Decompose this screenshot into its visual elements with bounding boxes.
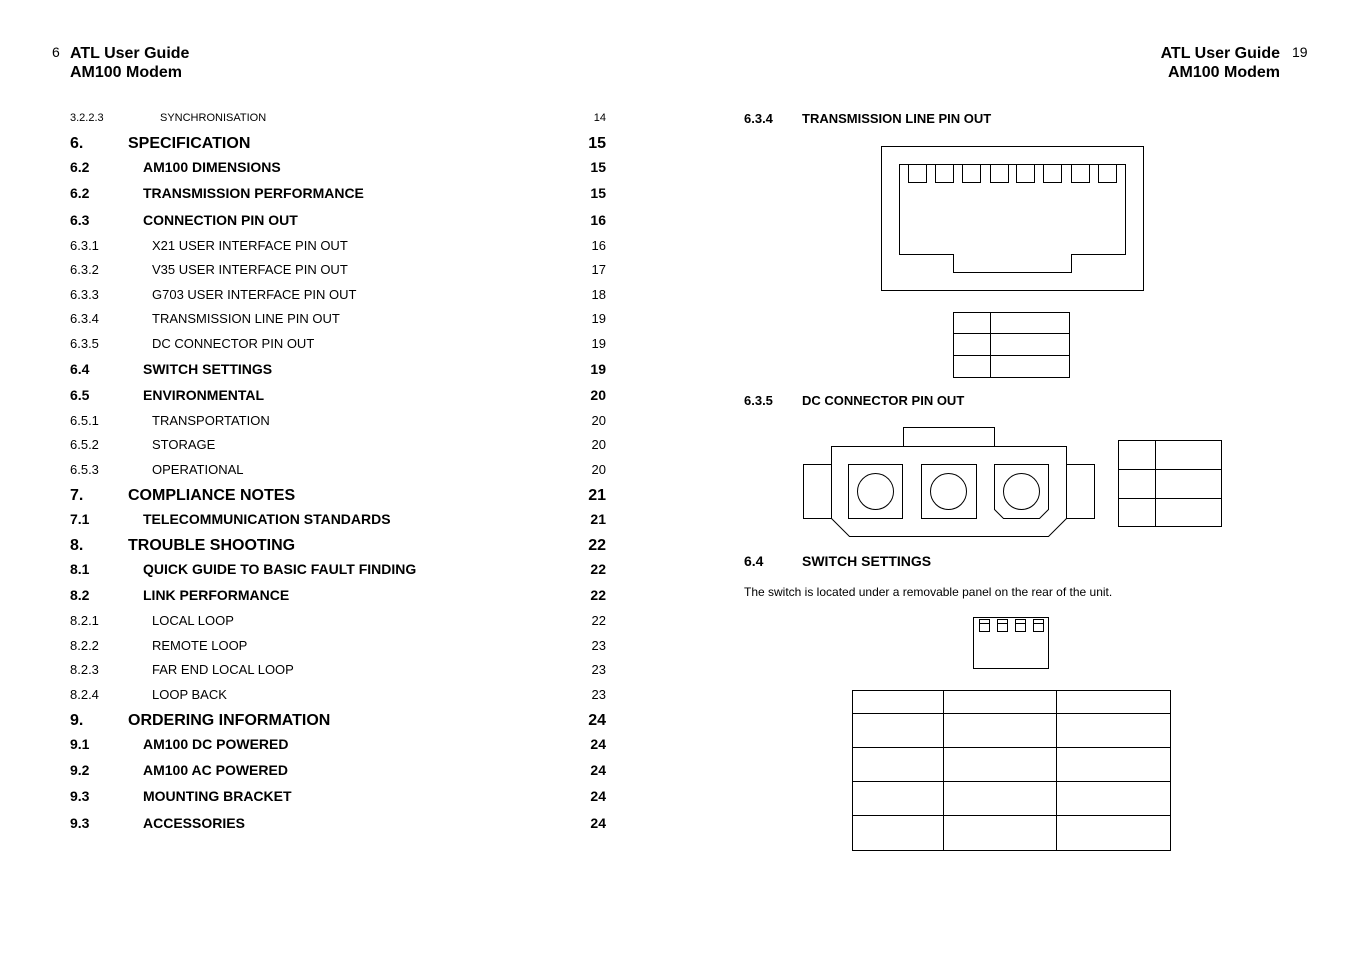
right-header-title: ATL User Guide [1160,45,1280,62]
connector-pins [909,165,1117,183]
right-page-number: 19 [1292,44,1308,60]
toc-entry-number: 8.2.1 [70,613,99,628]
toc-entry-title: AM100 DC POWERED [143,736,289,752]
toc-entry-title: V35 USER INTERFACE PIN OUT [152,262,348,277]
toc-entry-page: 21 [588,487,606,504]
toc-entry-number: 8.2.3 [70,662,99,677]
toc-entry-number: 6.3.2 [70,262,99,277]
switch-location-text: The switch is located under a removable panel on the rear of the unit. [744,585,1113,599]
toc-entry-title: AM100 AC POWERED [143,762,288,778]
dc-connector-diagram [804,428,1095,537]
toc-entry-title: TRANSPORTATION [152,413,270,428]
toc-entry-page: 22 [590,587,606,603]
toc-entry-title: TRANSMISSION LINE PIN OUT [152,311,340,326]
toc-entry-page: 14 [593,112,606,124]
toc-entry-number: 6.3 [70,212,90,228]
toc-entry-page: 21 [590,511,606,527]
toc-entry-title: MOUNTING BRACKET [143,788,292,804]
toc-entry-title: LINK PERFORMANCE [143,587,290,603]
toc-entry-title: SWITCH SETTINGS [143,361,273,377]
toc-entry-number: 6.3.3 [70,287,99,302]
toc-entry-title: TROUBLE SHOOTING [128,537,296,554]
toc-entry-page: 18 [591,287,606,302]
dc-pin-table [1119,441,1222,527]
toc-entry-page: 24 [590,788,606,804]
toc-entry-page: 16 [590,212,606,228]
toc-entry-page: 19 [590,361,606,377]
toc-entry-number: 9.1 [70,736,90,752]
toc-entry-page: 24 [590,815,606,831]
toc-entry-page: 24 [590,736,606,752]
toc-entry-number: 6.5.1 [70,413,99,428]
toc-entry-number: 8.1 [70,561,90,577]
toc-entry-number: 7. [70,487,84,504]
toc-entry-number: 3.2.2.3 [70,112,104,124]
toc-entry-title: SYNCHRONISATION [160,112,267,124]
toc-entry-page: 24 [590,762,606,778]
toc-entry-page: 23 [591,662,606,677]
toc-entry-number: 6.2 [70,159,90,175]
right-header-subtitle: AM100 Modem [1167,64,1280,81]
toc-entry-page: 20 [591,462,606,477]
toc-entry-number: 9.2 [70,762,90,778]
toc-entry-title: AM100 DIMENSIONS [143,159,281,175]
toc-entry-page: 23 [591,638,606,653]
toc-entry-number: 6. [70,135,84,152]
section-number-6-4: 6.4 [744,553,764,569]
toc-entry-page: 20 [590,387,606,403]
toc-entry-number: 8.2.4 [70,687,99,702]
toc-entry-title: FAR END LOCAL LOOP [152,662,294,677]
toc-entry-page: 23 [591,687,606,702]
section-number-6-3-4: 6.3.4 [744,111,773,126]
section-title-switch-settings: SWITCH SETTINGS [802,553,932,569]
toc-entry-page: 20 [591,413,606,428]
toc-entry-number: 6.2 [70,185,90,201]
toc-entry-number: 6.3.4 [70,311,99,326]
toc-entry-title: ACCESSORIES [143,815,245,831]
toc-entry-page: 15 [590,185,606,201]
toc-entry-title: OPERATIONAL [152,462,244,477]
toc-entry-title: STORAGE [152,437,216,452]
toc-entry-title: ENVIRONMENTAL [143,387,265,403]
toc-entry-title: ORDERING INFORMATION [128,712,331,729]
left-page-number: 6 [52,44,60,60]
toc-entry-number: 9.3 [70,815,90,831]
toc-entry-number: 6.5.2 [70,437,99,452]
toc-entry-title: TELECOMMUNICATION STANDARDS [143,511,391,527]
section-title-dc-connector: DC CONNECTOR PIN OUT [802,393,965,408]
toc-entry-title: QUICK GUIDE TO BASIC FAULT FINDING [143,561,417,577]
toc-entry-title: LOOP BACK [152,687,227,702]
toc-entry-title: REMOTE LOOP [152,638,248,653]
dip-switch-diagram [974,618,1049,669]
section-title-transmission-line: TRANSMISSION LINE PIN OUT [802,111,992,126]
toc-entry-page: 22 [591,613,606,628]
toc-entry-page: 15 [590,159,606,175]
toc-entry-title: TRANSMISSION PERFORMANCE [143,185,364,201]
toc-entry-page: 20 [591,437,606,452]
switch-settings-table [853,691,1171,851]
toc-entry-number: 6.4 [70,361,90,377]
toc-entry-page: 16 [591,238,606,253]
toc-entry-number: 8.2 [70,587,90,603]
toc-entry-title: SPECIFICATION [128,135,251,152]
toc-entry-title: CONNECTION PIN OUT [143,212,298,228]
toc-entry-number: 8.2.2 [70,638,99,653]
toc-entry-number: 6.5 [70,387,90,403]
toc-entry-number: 6.3.5 [70,336,99,351]
toc-entry-number: 6.5.3 [70,462,99,477]
toc-entry-title: X21 USER INTERFACE PIN OUT [152,238,348,253]
left-header-subtitle: AM100 Modem [70,64,183,81]
toc-entry-page: 17 [591,262,606,277]
toc-entry-number: 9.3 [70,788,90,804]
toc-entry-title: LOCAL LOOP [152,613,234,628]
toc-entry-page: 19 [591,311,606,326]
toc-entry-title: COMPLIANCE NOTES [128,487,296,504]
toc-entry-page: 24 [588,712,606,729]
toc-entry-number: 9. [70,712,84,729]
left-header-title: ATL User Guide [70,45,190,62]
toc-entry-page: 19 [591,336,606,351]
toc-entry-page: 22 [590,561,606,577]
section-number-6-3-5: 6.3.5 [744,393,773,408]
toc-entry-number: 7.1 [70,511,90,527]
toc-entry-number: 6.3.1 [70,238,99,253]
transmission-pin-table [954,313,1070,378]
toc-entry-title: DC CONNECTOR PIN OUT [152,336,315,351]
toc-entry-number: 8. [70,537,84,554]
toc-entry-page: 15 [588,135,606,152]
toc-entry-title: G703 USER INTERFACE PIN OUT [152,287,357,302]
toc-entry-page: 22 [588,537,606,554]
